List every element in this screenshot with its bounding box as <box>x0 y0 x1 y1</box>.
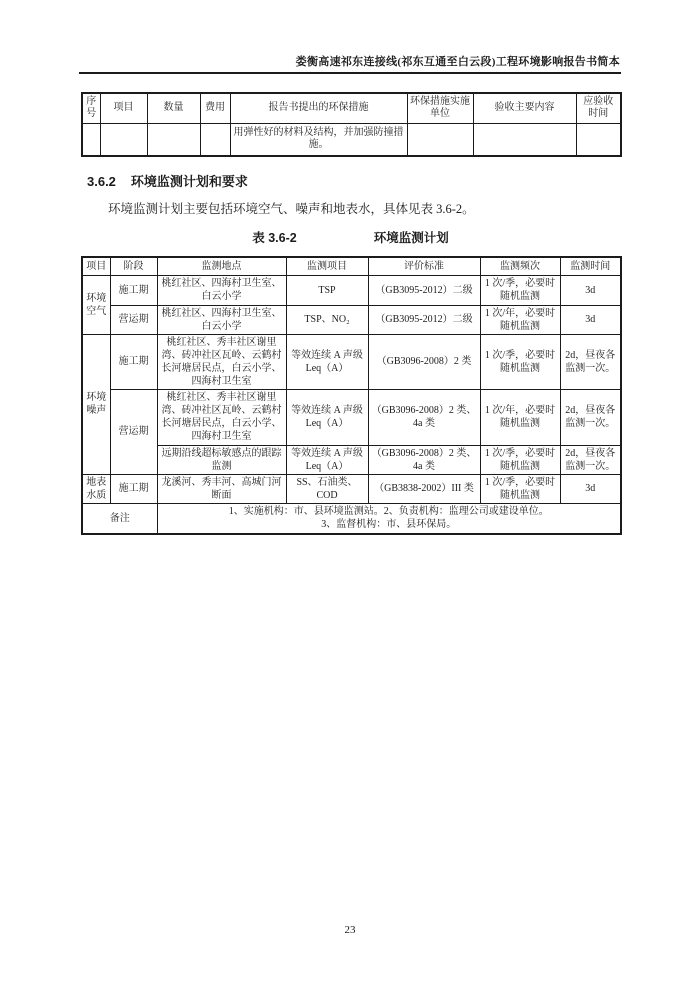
cell-item: 等效连续 A 声级 Leq（A） <box>286 334 368 389</box>
cell-time: 3d <box>560 305 621 334</box>
cell-location: 桃红社区、四海村卫生室、白云小学 <box>157 275 286 305</box>
cell-location: 桃红社区、秀丰社区谢里湾、砖冲社区瓦岭、云鹤村长河塘居民点，白云小学、四海村卫生室 <box>157 389 286 445</box>
cell-location: 桃红社区、四海村卫生室、白云小学 <box>157 305 286 334</box>
cell-frequency: 1 次/季，必要时随机监测 <box>480 334 560 389</box>
table-row <box>82 445 621 474</box>
col-header-pinci: 监测频次 <box>480 257 560 275</box>
cell-standard: （GB3095-2012）二级 <box>368 275 480 305</box>
col-header-xiangmu: 项目 <box>100 93 147 123</box>
note-label-cell: 备注 <box>82 503 157 534</box>
empty-cell <box>100 123 147 156</box>
col-header-biaozhun: 评价标准 <box>368 257 480 275</box>
col-header-feiyong: 费用 <box>200 93 230 123</box>
col-header-jieduan: 阶段 <box>110 257 157 275</box>
table-caption-title: 环境监测计划 <box>373 231 449 245</box>
cell-item: 等效连续 A 声级 Leq（A） <box>286 389 368 445</box>
col-header-xuhao: 序号 <box>82 93 100 123</box>
empty-cell <box>200 123 230 156</box>
running-header: 娄衡高速祁东连接线(祁东互通至白云段)工程环境影响报告书简本 <box>295 56 620 68</box>
cell-frequency: 1 次/季，必要时随机监测 <box>480 445 560 474</box>
table-row <box>82 334 621 389</box>
intro-paragraph: 环境监测计划主要包括环境空气、噪声和地表水，具体见表 3.6-2。 <box>108 202 475 216</box>
cell-frequency: 1 次/季，必要时随机监测 <box>480 474 560 503</box>
note-content-cell <box>157 503 621 534</box>
cell-item: TSP <box>286 275 368 305</box>
cell-stage: 施工期 <box>110 474 157 503</box>
col-header-yanshou-neirong: 验收主要内容 <box>473 93 576 123</box>
acceptance-data-row <box>82 123 621 156</box>
cell-item: TSP、NO₂ <box>286 305 368 334</box>
col-header-didian: 监测地点 <box>157 257 286 275</box>
empty-cell <box>147 123 200 156</box>
cell-location: 远期沿线超标敏感点的跟踪监测 <box>157 445 286 474</box>
empty-cell <box>576 123 621 156</box>
col-header-yanshou-shijian: 应验收时间 <box>576 93 621 123</box>
section-number: 3.6.2 <box>87 174 116 189</box>
table-row <box>82 305 621 334</box>
acceptance-table <box>81 92 622 157</box>
cell-item: SS、石油类、COD <box>286 474 368 503</box>
cell-stage: 施工期 <box>110 334 157 389</box>
cell-location: 龙溪河、秀丰河、高城门河断面 <box>157 474 286 503</box>
cell-category: 环境噪声 <box>82 334 110 474</box>
cell-standard: （GB3096-2008）2 类 <box>368 334 480 389</box>
cell-frequency: 1 次/季，必要时随机监测 <box>480 275 560 305</box>
acceptance-header-row <box>82 93 621 123</box>
table-row <box>82 389 621 445</box>
cell-standard: （GB3096-2008）2 类、4a 类 <box>368 445 480 474</box>
empty-cell <box>407 123 473 156</box>
cell-category: 地表水质 <box>82 474 110 503</box>
col-header-shuliang: 数量 <box>147 93 200 123</box>
cell-standard: （GB3096-2008）2 类、4a 类 <box>368 389 480 445</box>
col-header-cuoshi: 报告书提出的环保措施 <box>230 93 407 123</box>
header-rule <box>79 72 621 74</box>
table-caption <box>81 228 620 246</box>
cell-frequency: 1 次/年，必要时随机监测 <box>480 305 560 334</box>
cell-time: 3d <box>560 474 621 503</box>
table-row <box>82 474 621 503</box>
note-line-1: 1、实施机构：市、县环境监测站。2、负责机构：监理公司或建设单位。 <box>228 505 549 517</box>
section-heading <box>87 171 248 190</box>
cell-time: 2d，昼夜各监测一次。 <box>560 445 621 474</box>
cell-category: 环境空气 <box>82 275 110 334</box>
cell-item: 等效连续 A 声级 Leq（A） <box>286 445 368 474</box>
col-header-shishi-danwei: 环保措施实施单位 <box>407 93 473 123</box>
cell-location: 桃红社区、秀丰社区谢里湾、砖冲社区瓦岭、云鹤村长河塘居民点，白云小学、四海村卫生室 <box>157 334 286 389</box>
cell-stage: 营运期 <box>110 305 157 334</box>
section-title: 环境监测计划和要求 <box>130 174 248 189</box>
cell-time: 3d <box>560 275 621 305</box>
cell-stage: 营运期 <box>110 389 157 474</box>
cell-standard: （GB3838-2002）III 类 <box>368 474 480 503</box>
col-header-shijian: 监测时间 <box>560 257 621 275</box>
empty-cell <box>473 123 576 156</box>
cell-time: 2d，昼夜各监测一次。 <box>560 389 621 445</box>
table-note-row <box>82 503 621 534</box>
col-header-xiangmu2: 监测项目 <box>286 257 368 275</box>
monitoring-table <box>81 256 622 535</box>
cell-time: 2d，昼夜各监测一次。 <box>560 334 621 389</box>
note-line-2: 3、监督机构：市、县环保局。 <box>321 519 457 530</box>
cell-frequency: 1 次/年，必要时随机监测 <box>480 389 560 445</box>
col-header-xiangmu: 项目 <box>82 257 110 275</box>
table-caption-label: 表 3.6-2 <box>252 231 297 245</box>
cell-stage: 施工期 <box>110 275 157 305</box>
table-row <box>82 275 621 305</box>
page-number: 23 <box>344 924 356 936</box>
cell-standard: （GB3095-2012）二级 <box>368 305 480 334</box>
monitoring-header-row <box>82 257 621 275</box>
cell-measure: 用弹性好的材料及结构，并加强防撞措施。 <box>230 123 407 156</box>
empty-cell <box>82 123 100 156</box>
